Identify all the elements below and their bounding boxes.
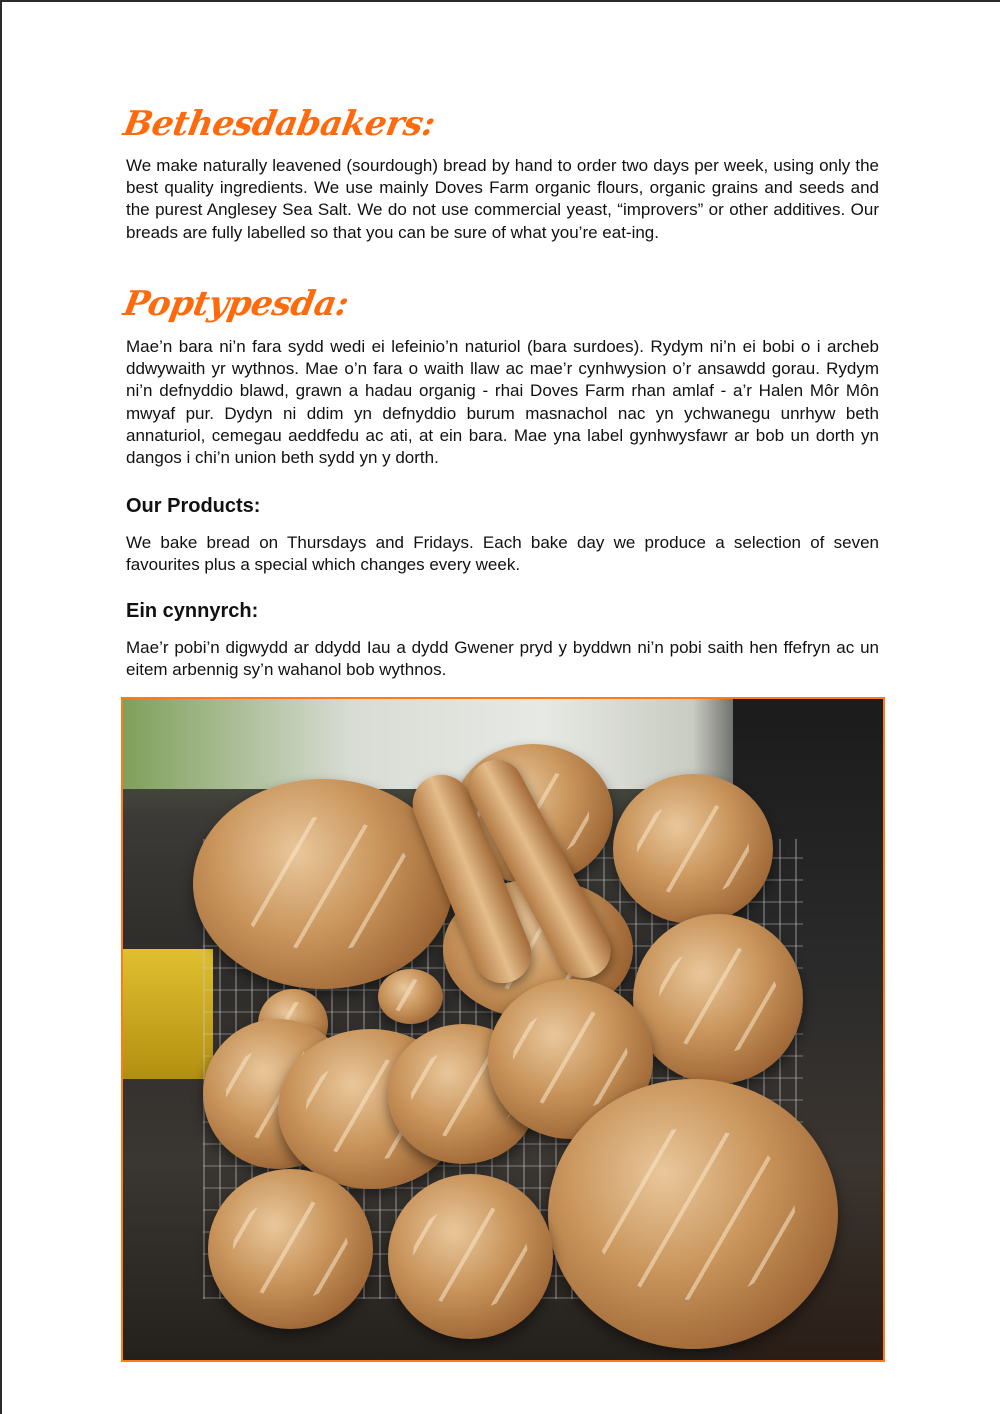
intro-english-paragraph: We make naturally leavened (sourdough) bread by hand to order two days per week, using only the best quality ingredients. We use mainly Doves Farm organic flours, organic grains and seeds and the purest Anglesey Sea Salt. We do not use commercial yeast, “improvers” or other additives. Our breads are fully labelled so that you can be sure of what you’re eat-ing.	[126, 156, 879, 242]
products-welsh-paragraph: Mae’r pobi’n digwydd ar ddydd Iau a dydd Gwener pryd y byddwn ni’n pobi saith hen ffefryn ac un eitem arbennig sy’n wahanol bob wythnos.	[126, 638, 879, 680]
roll	[378, 969, 443, 1024]
loaf	[613, 774, 773, 924]
intro-welsh-paragraph: Mae’n bara ni’n fara sydd wedi ei lefeinio’n naturiol (bara surdoes). Rydym ni’n ei bobi o i archeb ddwywaith yr wythnos. Mae o’n fara o waith llaw ac mae’r cynhwysion o’r ansawdd gorau. Rydym ni’n defnyddio blawd, grawn a hadau organig - rhai Doves Farm rhan amlaf - a’r Halen Môr Môn mwyaf pur. Dydyn ni ddim yn defnyddio burum masnachol nac yn ychwanegu unrhyw beth annaturiol, cemegau aeddfedu ac ati, at ein bara. Mae yna label gynhwysfawr ar bob un dorth yn dangos i chi’n union beth sydd yn y dorth.	[126, 337, 879, 468]
photo-yellow-bucket	[123, 949, 213, 1079]
loaf	[548, 1079, 838, 1349]
heading-poptypesda: Poptypesda:	[120, 284, 352, 324]
loaf	[208, 1169, 373, 1329]
bread-photo	[121, 697, 885, 1362]
heading-our-products: Our Products:	[126, 495, 261, 517]
loaf	[633, 914, 803, 1084]
heading-bethesdabakers: Bethesdabakers:	[120, 104, 439, 144]
loaf	[388, 1174, 553, 1339]
heading-ein-cynnyrch: Ein cynnyrch:	[126, 600, 259, 622]
products-english-paragraph: We bake bread on Thursdays and Fridays. Each bake day we produce a selection of seven favourites plus a special which changes every week.	[126, 533, 879, 575]
